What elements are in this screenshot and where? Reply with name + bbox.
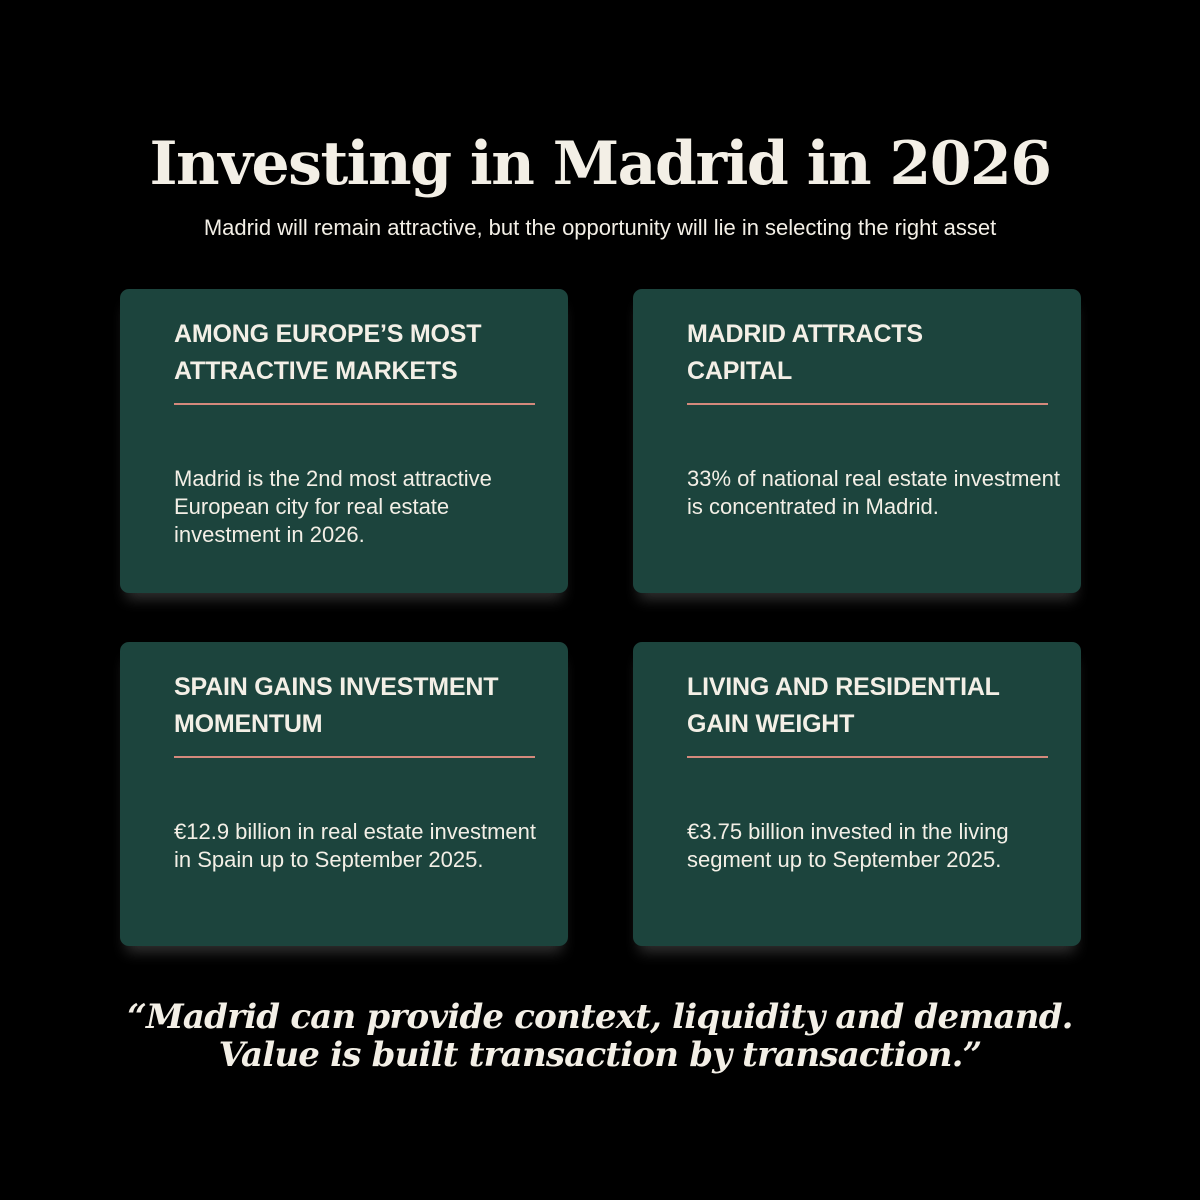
quote-line: “Madrid can provide context, liquidity and demand. (127, 997, 1073, 1037)
card-heading-line: LIVING AND RESIDENTIAL (687, 673, 1000, 701)
card-spain-investment-momentum (120, 642, 568, 946)
card-divider (687, 403, 1048, 405)
card-madrid-attracts-capital (633, 289, 1081, 593)
card-living-residential-weight (633, 642, 1081, 946)
card-heading (687, 316, 1057, 390)
card-heading-line: MADRID ATTRACTS (687, 320, 923, 348)
card-body: 33% of national real estate investment is concentrated in Madrid. (687, 466, 1061, 519)
card-heading-line: CAPITAL (687, 357, 793, 385)
card-heading-line: ATTRACTIVE MARKETS (174, 357, 458, 385)
card-heading-line: SPAIN GAINS INVESTMENT (174, 673, 499, 701)
page-title: Investing in Madrid in 2026 (149, 129, 1051, 199)
card-europe-attractive-markets (120, 289, 568, 593)
quote-line: Value is built transaction by transaction.” (218, 1035, 982, 1075)
card-heading-line: MOMENTUM (174, 710, 323, 738)
card-heading-line: AMONG EUROPE’S MOST (174, 320, 482, 348)
card-heading (687, 669, 1057, 743)
closing-quote (0, 998, 1200, 1074)
card-body: Madrid is the 2nd most attractive European city for real estate investment in 2026. (174, 466, 492, 547)
card-divider (174, 756, 535, 758)
card-divider (687, 756, 1048, 758)
card-body: €12.9 billion in real estate investment in Spain up to September 2025. (174, 819, 536, 872)
card-body: €3.75 billion invested in the living segment up to September 2025. (687, 819, 1009, 872)
page-subtitle: Madrid will remain attractive, but the opportunity will lie in selecting the right asset (203, 215, 997, 240)
card-divider (174, 403, 535, 405)
card-heading-line: GAIN WEIGHT (687, 710, 855, 738)
card-heading (174, 316, 544, 390)
card-heading (174, 669, 544, 743)
